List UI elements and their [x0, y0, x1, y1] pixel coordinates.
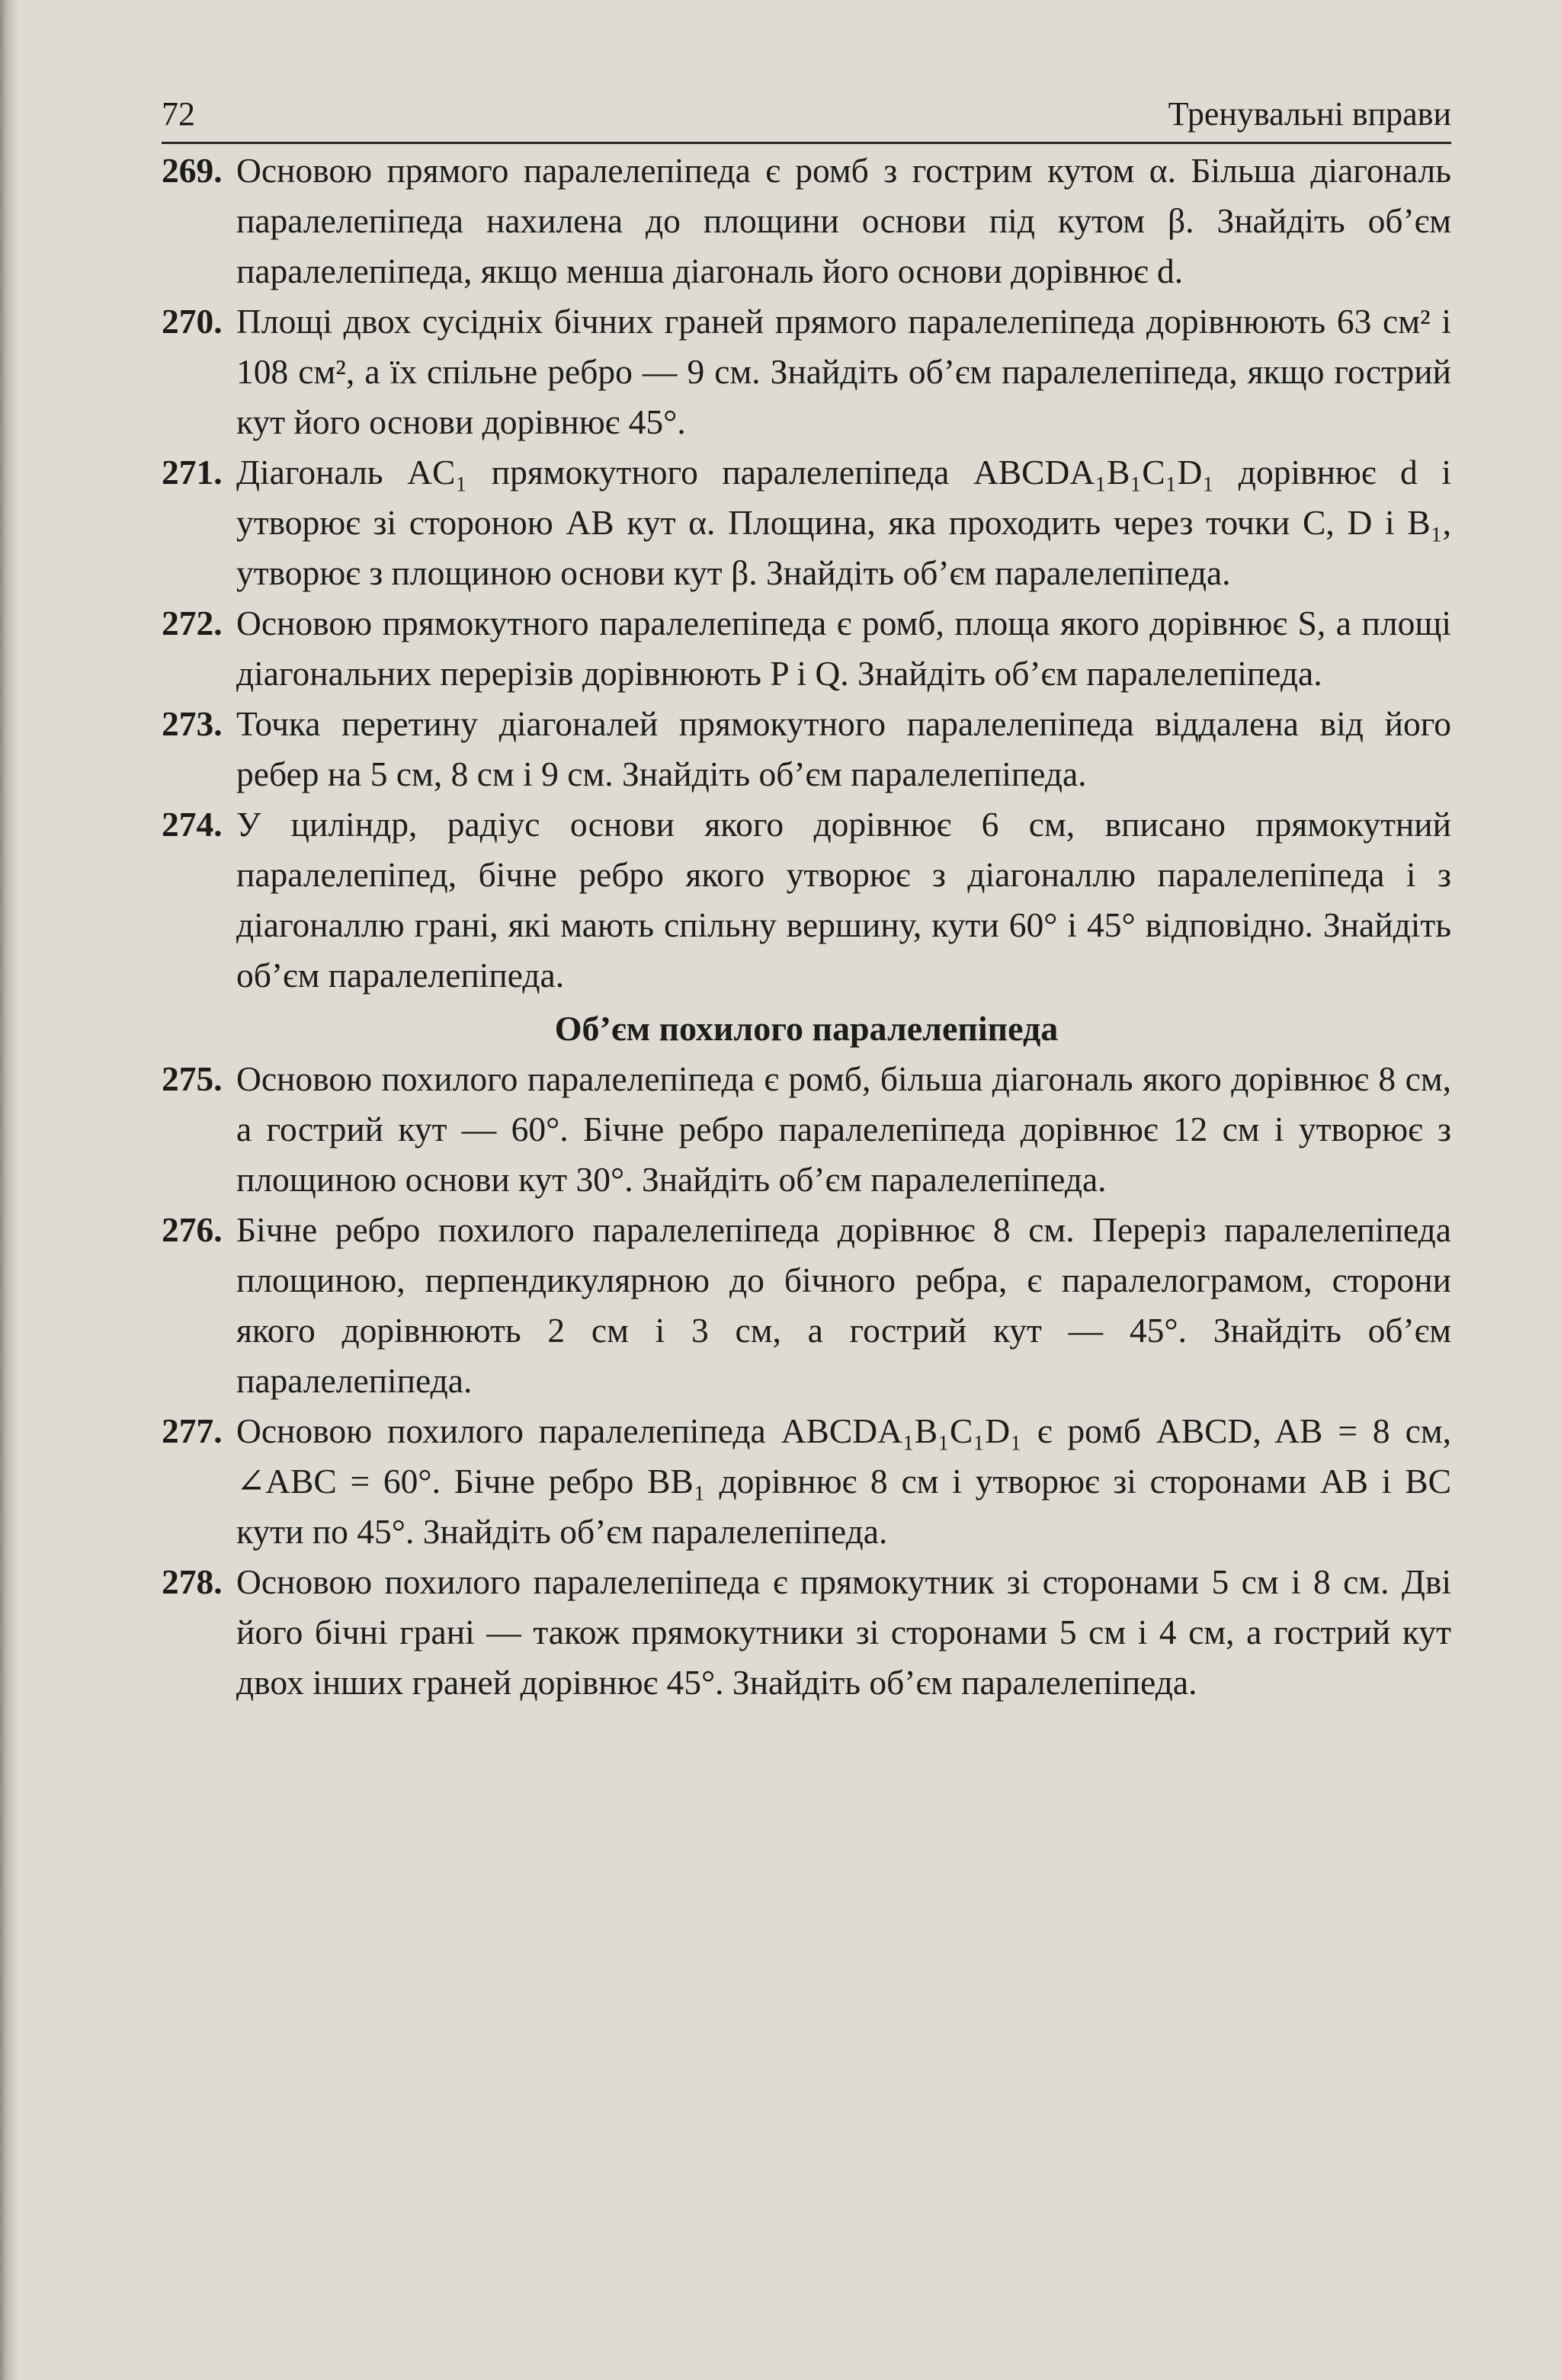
problem-number: 274.	[162, 805, 223, 844]
problem-text: Площі двох сусідніх бічних граней прямого паралелепіпеда дорівнюють 63 см² і 108 см², а їх спільне ребро — 9 см. Знайдіть об’єм паралелепіпеда, якщо гострий кут його основи дорівнює 45°.	[236, 302, 1451, 441]
problem-text: Діагональ AC₁ прямокутного паралелепіпеда ABCDA₁B₁C₁D₁ дорівнює d і утворює зі стороною AB кут α. Площина, яка проходить через точки C, D і B₁, утворює з площиною основи кут β. Знайдіть об’єм паралелепіпеда.	[236, 453, 1451, 592]
problem-number: 275.	[162, 1059, 223, 1098]
problem-number: 273.	[162, 704, 223, 743]
problem-275	[162, 1054, 1451, 1205]
problem-274	[162, 799, 1451, 1001]
problem-number: 270.	[162, 302, 223, 341]
running-title: Тренувальні вправи	[1168, 95, 1451, 133]
problem-number: 277.	[162, 1411, 223, 1450]
problem-269	[162, 146, 1451, 296]
problem-271	[162, 447, 1451, 598]
page-number: 72	[162, 95, 195, 133]
problem-text: Основою прямокутного паралелепіпеда є ромб, площа якого дорівнює S, а площі діагональних перерізів дорівнюють P і Q. Знайдіть об’єм паралелепіпеда.	[236, 604, 1451, 693]
problem-text: Бічне ребро похилого паралелепіпеда дорівнює 8 см. Переріз паралелепіпеда площиною, перпендикулярною до бічного ребра, є паралелограмом, сторони якого дорівнюють 2 см і 3 см, а гострий кут — 45°. Знайдіть об’єм паралелепіпеда.	[236, 1210, 1451, 1400]
problem-number: 276.	[162, 1210, 223, 1249]
page-header	[162, 90, 1451, 144]
problem-text: У циліндр, радіус основи якого дорівнює 6 см, вписано прямокутний паралелепіпед, бічне ребро якого утворює з діагоналлю паралелепіпеда і з діагоналлю грані, які мають спільну вершину, кути 60° і 45° відповідно. Знайдіть об’єм паралелепіпеда.	[236, 805, 1451, 995]
problem-278	[162, 1557, 1451, 1708]
problem-text: Основою похилого паралелепіпеда ABCDA₁B₁C₁D₁ є ромб ABCD, AB = 8 см, ∠ABC = 60°. Бічне ребро BB₁ дорівнює 8 см і утворює зі сторонами AB і BC кути по 45°. Знайдіть об’єм паралелепіпеда.	[236, 1411, 1451, 1551]
problem-number: 269.	[162, 151, 223, 190]
problem-number: 278.	[162, 1562, 223, 1601]
problem-276	[162, 1205, 1451, 1406]
section-title: Об’єм похилого паралелепіпеда	[554, 1009, 1059, 1048]
problem-272	[162, 598, 1451, 699]
problem-text: Основою прямого паралелепіпеда є ромб з гострим кутом α. Більша діагональ паралелепіпеда нахилена до площини основи під кутом β. Знайдіть об’єм паралелепіпеда, якщо менша діагональ його основи дорівнює d.	[236, 151, 1451, 290]
book-spine-shadow	[0, 0, 17, 2380]
problem-text: Основою похилого паралелепіпеда є ромб, більша діагональ якого дорівнює 8 см, а гострий кут — 60°. Бічне ребро паралелепіпеда дорівнює 12 см і утворює з площиною основи кут 30°. Знайдіть об’єм паралелепіпеда.	[236, 1059, 1451, 1199]
problem-270	[162, 296, 1451, 447]
problem-277	[162, 1406, 1451, 1557]
problem-273	[162, 699, 1451, 799]
problem-number: 272.	[162, 604, 223, 642]
problem-text: Основою похилого паралелепіпеда є прямокутник зі сторонами 5 см і 8 см. Дві його бічні грані — також прямокутники зі сторонами 5 см і 4 см, а гострий кут двох інших граней дорівнює 45°. Знайдіть об’єм паралелепіпеда.	[236, 1562, 1451, 1702]
problem-text: Точка перетину діагоналей прямокутного паралелепіпеда віддалена від його ребер на 5 см, 8 см і 9 см. Знайдіть об’єм паралелепіпеда.	[236, 704, 1451, 793]
book-page	[162, 90, 1451, 1708]
problem-number: 271.	[162, 453, 223, 492]
